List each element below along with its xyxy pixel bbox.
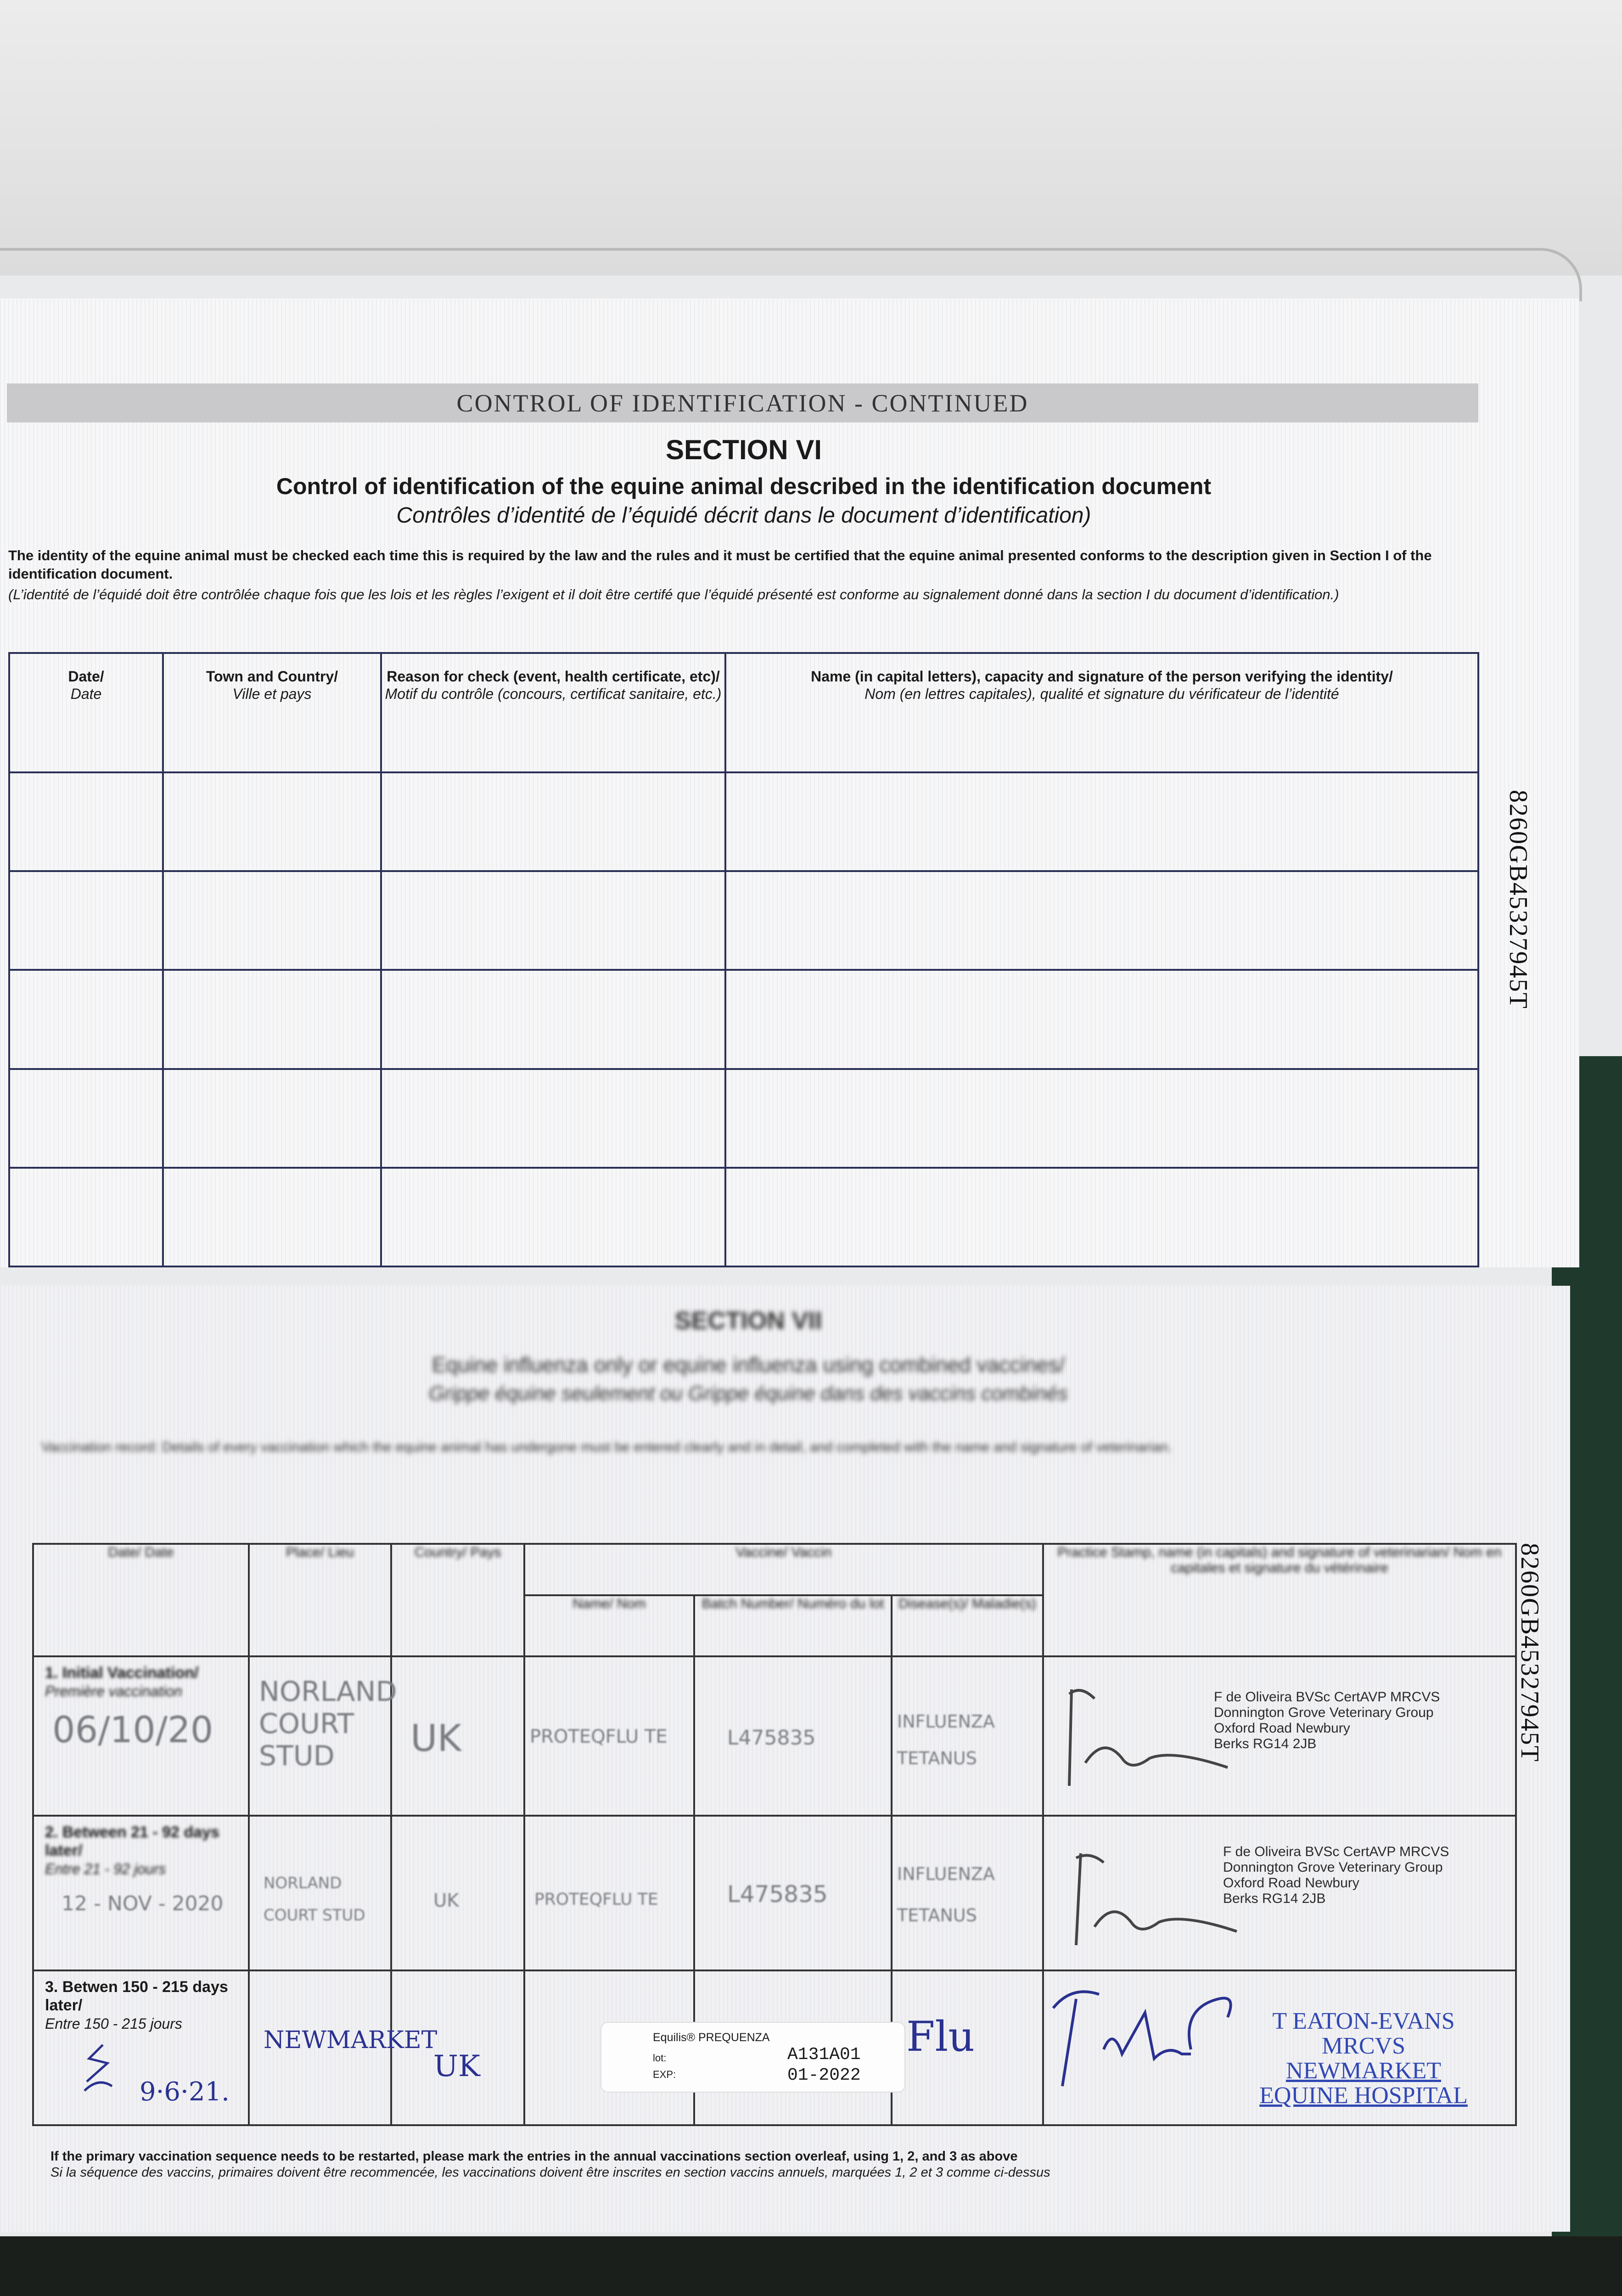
batch-lot-number: A131A01 [787,2045,861,2065]
document-number-lower: 8260GB45327945T [1515,1543,1544,1762]
handwritten-country: UK [433,2049,480,2084]
table-header-row [9,653,1478,772]
vet-signature [1053,1680,1237,1800]
table-row [33,1656,1516,1816]
section-vi-title: SECTION VI [665,434,822,465]
cell-verifier[interactable] [725,871,1478,970]
table-row [9,970,1478,1069]
section-vi-intro-fr: (L’identité de l’équidé doit être contrôlée chaque fois que les lois et les règles l’exigent et il doit être certifé que l’équidé présenté est conforme au signalement donné dans la section I du document d’identification.) [8,586,1339,602]
cell-date[interactable] [9,871,163,970]
col-header-vaccine: Vaccine/ Vaccin [524,1544,1043,1595]
cell-place[interactable] [249,1656,397,1816]
col-header-date: Date/ Date [33,1544,249,1656]
col-header-place: Place/ Lieu [249,1544,391,1656]
handwritten-country: UK [410,1717,462,1760]
vet-practice-stamp: F de Oliveira BVSc CertAVP MRCVS Donnington Grove Veterinary Group Oxford Road Newbury Berks RG14 2JB [1223,1844,1449,1907]
table-header-row [33,1544,1516,1595]
handwritten-place: NORLAND COURT STUD [264,1874,365,1925]
cell-reason[interactable] [381,1168,725,1266]
cell-vaccine-name[interactable] [524,1656,694,1816]
handwritten-country: UK [433,1890,459,1912]
handwritten-place: NEWMARKET [264,2026,438,2054]
col-header-date: Date/ Date [9,653,163,772]
handwritten-vaccine: PROTEQFLU TE [534,1890,658,1909]
col-header-batch: Batch Number/ Numéro du lot [694,1595,892,1656]
section-vii-intro: Vaccination record: Details of every vaccination which the equine animal has undergone must be entered clearly and in detail, and completed with the name and signature of veterinarian. [41,1440,1172,1455]
cell-date[interactable]: 1. Initial Vaccination/ Première vaccination 06/10/20 [33,1656,249,1816]
table-row [9,1069,1478,1168]
cell-date[interactable]: 3. Betwen 150 - 215 days later/ Entre 150 - 215 jours 9·6·21. [33,1970,249,2125]
cell-disease[interactable] [892,1656,1043,1816]
section-vii-subtitle-en: Equine influenza only or equine influenza using combined vaccines/ [432,1353,1065,1377]
section-vi-subtitle-fr: Contrôles d’identité de l’équidé décrit dans le document d’identification) [396,503,1091,528]
vet-practice-stamp-blue: T EATON-EVANS MRCVS NEWMARKET EQUINE HOSPITAL [1259,2008,1468,2109]
cell-verifier[interactable] [725,970,1478,1069]
col-header-vaccine-name: Name/ Nom [524,1595,694,1656]
batch-expiry: 01-2022 [787,2065,861,2085]
cell-town[interactable] [163,970,381,1069]
handwritten-batch: L475835 [727,1881,828,1908]
vet-practice-stamp: F de Oliveira BVSc CertAVP MRCVS Donnington Grove Veterinary Group Oxford Road Newbury Berks RG14 2JB [1214,1689,1440,1752]
cell-reason[interactable] [381,772,725,871]
handwritten-vaccine: PROTEQFLU TE [530,1726,668,1748]
cell-verifier[interactable] [725,1168,1478,1266]
handwritten-date: 12 - NOV - 2020 [62,1892,224,1916]
handwritten-batch: L475835 [727,1726,816,1750]
cell-reason[interactable] [381,970,725,1069]
handwritten-disease: INFLUENZA TETANUS [897,1864,995,1926]
identity-check-table [8,652,1479,1267]
col-header-disease: Disease(s)/ Maladie(s) [892,1595,1043,1656]
col-header-vet: Practice Stamp, name (in capitals) and signature of veterinarian/ Nom en capitales et signature du vétérinaire [1043,1544,1516,1656]
section-vii-title: SECTION VII [674,1307,822,1334]
section-vi-intro-en: The identity of the equine animal must be checked each time this is required by the law and the rules and it must be certified that the equine animal presented conforms to the description given in Section I of the identification document. [8,547,1432,582]
section-banner: CONTROL OF IDENTIFICATION - CONTINUED [7,383,1478,422]
cell-verifier[interactable] [725,1069,1478,1168]
handwritten-disease: Flu [906,2013,975,2061]
vaccine-batch-sticker: Equilis® PREQUENZA lot: EXP: A131A01 01-2022 [601,2023,904,2092]
cell-country[interactable] [391,1970,524,2125]
cell-place[interactable] [249,1816,391,1970]
table-row [33,1816,1516,1970]
cell-batch[interactable] [694,1816,892,1970]
cell-verifier[interactable] [725,772,1478,871]
initials-scribble [80,2040,117,2095]
table-row [9,871,1478,970]
cell-date[interactable]: 2. Between 21 - 92 days later/ Entre 21 - 92 jours 12 - NOV - 2020 [33,1816,249,1970]
cell-date[interactable] [9,1069,163,1168]
cell-reason[interactable] [381,1069,725,1168]
col-header-country: Country/ Pays [391,1544,524,1656]
cell-disease[interactable] [892,1816,1043,1970]
col-header-reason: Reason for check (event, health certificate, etc)/ Motif du contrôle (concours, certificat sanitaire, etc.) [381,653,725,772]
cell-date[interactable] [9,970,163,1069]
col-header-town-country: Town and Country/ Ville et pays [163,653,381,772]
scan-background [0,0,1622,276]
section-vii-subtitle-fr: Grippe équine seulement ou Grippe équine dans des vaccins combinés [429,1382,1068,1405]
cell-vet[interactable] [1043,1656,1516,1816]
cell-reason[interactable] [381,871,725,970]
cell-country[interactable] [391,1816,524,1970]
handwritten-date: 06/10/20 [52,1710,213,1751]
section-vi-subtitle-en: Control of identification of the equine animal described in the identification document [276,473,1212,499]
handwritten-date: 9·6·21. [140,2077,230,2107]
cell-town[interactable] [163,1168,381,1266]
cell-town[interactable] [163,1069,381,1168]
cell-vaccine-name[interactable] [524,1816,694,1970]
cell-town[interactable] [163,772,381,871]
cell-date[interactable] [9,1168,163,1266]
table-row [9,772,1478,871]
handwritten-place: NORLAND COURT STUD [259,1676,397,1773]
footnote-en: If the primary vaccination sequence needs to be restarted, please mark the entries in the annual vaccinations section overleaf, using 1, 2, and 3 as above [51,2149,1018,2164]
document-number: 8260GB45327945T [1504,790,1532,1009]
cell-town[interactable] [163,871,381,970]
cell-batch[interactable] [694,1656,892,1816]
cell-date[interactable] [9,772,163,871]
passport-sleeve-edge [0,248,1582,301]
table-row [9,1168,1478,1266]
cell-disease[interactable] [892,1970,1043,2125]
handwritten-disease: INFLUENZA TETANUS [897,1711,995,1769]
col-header-verifier: Name (in capital letters), capacity and signature of the person verifying the identity/ Nom (en lettres capitales), qualité et signature du vérificateur de l’identité [725,653,1478,772]
cell-place[interactable] [249,1970,438,2125]
cell-country[interactable] [391,1656,524,1816]
scan-bottom-edge [0,2236,1622,2296]
cell-vet[interactable] [1043,1816,1516,1970]
footnote-fr: Si la séquence des vaccins, primaires doivent être recommencée, les vaccinations doivent être inscrites en section vaccins annuels, marquées 1, 2 et 3 comme ci-dessus [51,2165,1050,2180]
vet-signature [1044,1981,1237,2100]
